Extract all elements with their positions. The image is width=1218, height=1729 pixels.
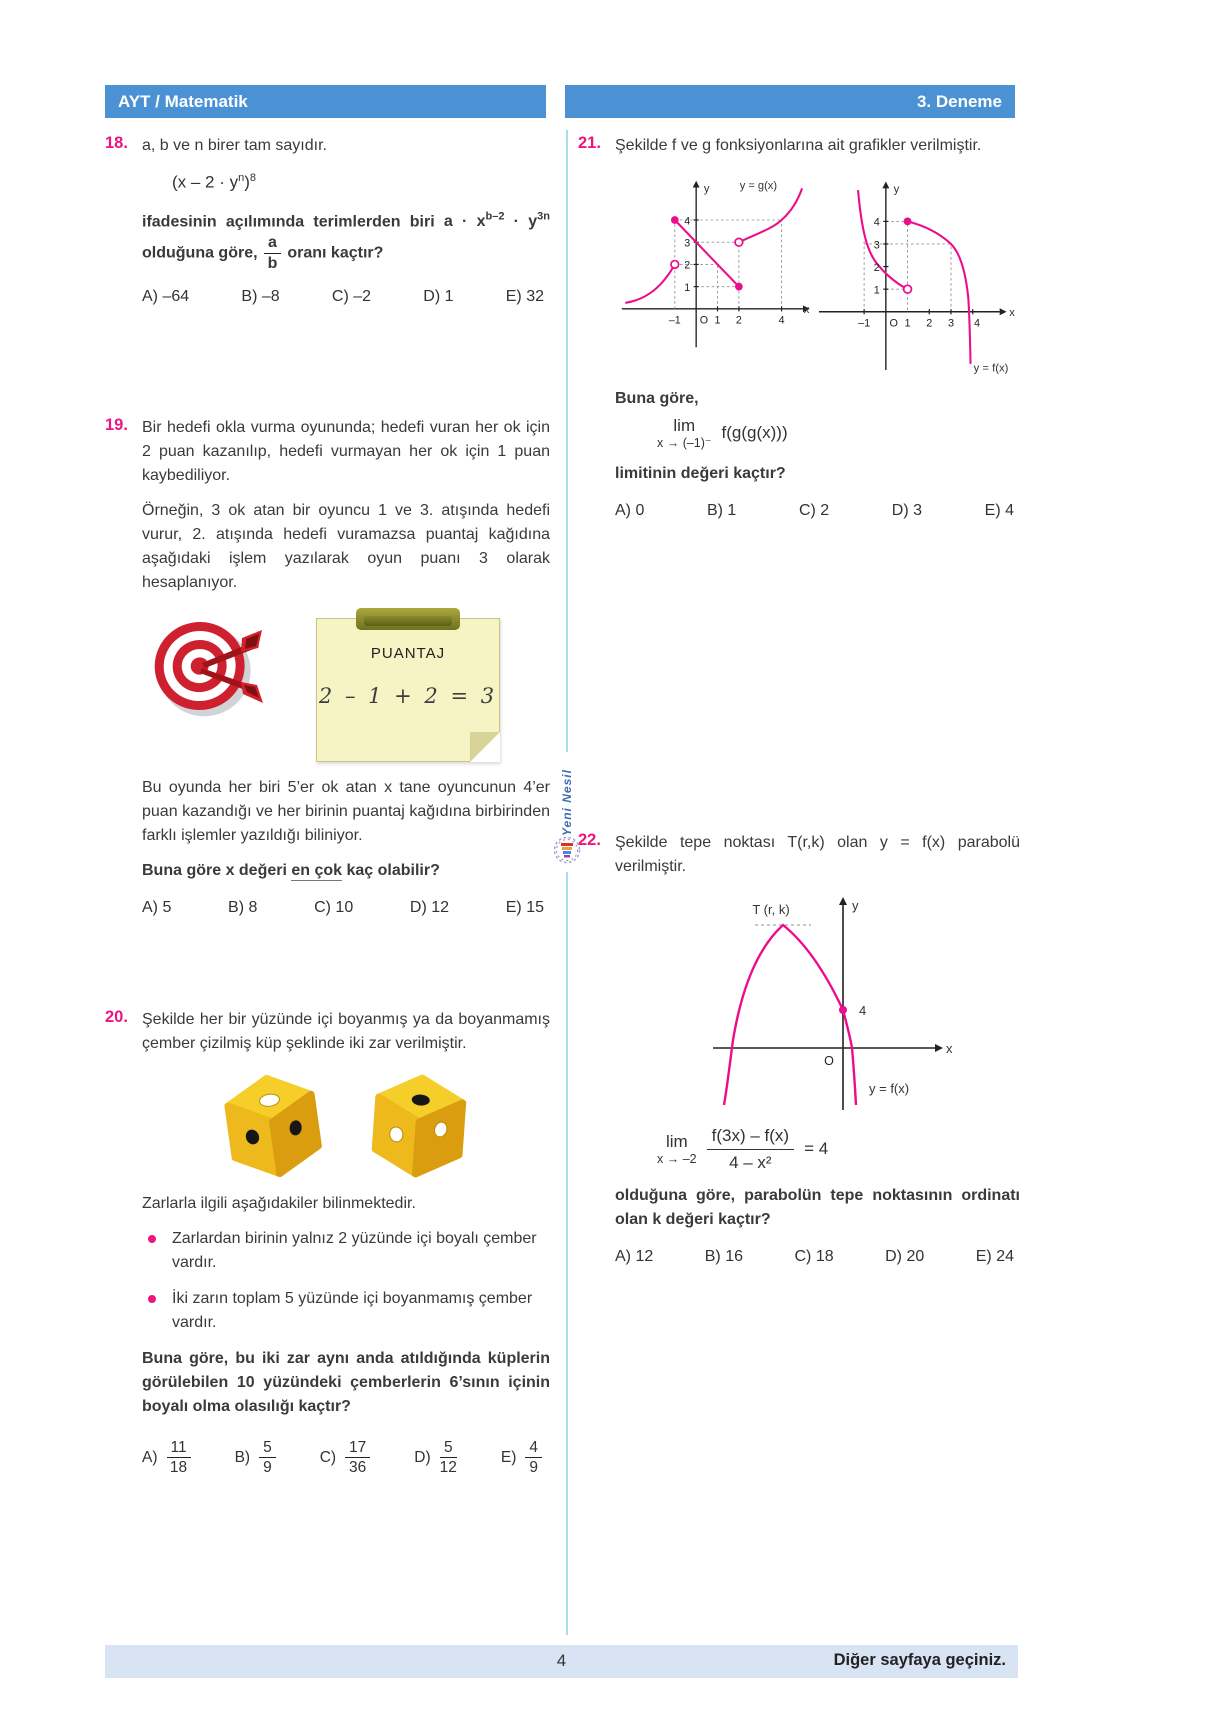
question-20-answers xyxy=(142,1439,550,1476)
x-axis-label: x xyxy=(946,1041,953,1056)
question-21-number: 21. xyxy=(578,134,601,152)
question-20-paragraph-1: Şekilde her bir yüzünde içi boyanmış ya da boyanmamış çember çizilmiş küp şeklinde iki zar verilmiştir. xyxy=(142,1011,550,1052)
y-tick: 3 xyxy=(873,239,880,252)
body-text: oranı kaçtır? xyxy=(282,244,384,262)
answer-option[interactable]: D) 12 xyxy=(409,899,450,916)
x-axis-label: x xyxy=(803,304,810,317)
question-22-question: olduğuna göre, parabolün tepe noktasının ordinatı olan k değeri kaçtır? xyxy=(615,1187,1020,1229)
answer-option[interactable]: E) 24 xyxy=(975,1248,1014,1266)
die-2-image xyxy=(367,1068,471,1182)
question-18 xyxy=(105,134,550,306)
header-right-bar xyxy=(565,85,1015,118)
answer-option[interactable]: A) 12 xyxy=(615,1248,654,1266)
body-text: ifadesinin açılımında terimlerden biri xyxy=(142,212,444,230)
y-tick: 4 xyxy=(684,215,691,228)
formula-exponent: 8 xyxy=(249,172,257,184)
header-left-bar xyxy=(105,85,546,118)
x-tick: 1 xyxy=(904,317,911,330)
fraction-numerator: f(3x) – f(x) xyxy=(707,1126,794,1150)
question-19-paragraph-3: Bu oyunda her biri 5’er ok atan x tane oyuncunun 4’er puan kazandığı ve her birinin puantaj kağıdına birbirinden farklı işlemler yazıldığı biliniyor. xyxy=(142,779,550,844)
question-20-bullet-list xyxy=(142,1227,550,1335)
answer-option[interactable]: E) 15 xyxy=(505,899,544,916)
fraction-denominator: 36 xyxy=(349,1459,367,1477)
answer-option[interactable]: E) 32 xyxy=(505,288,544,306)
question-19-figure xyxy=(142,606,550,762)
fraction-denominator: 9 xyxy=(263,1459,272,1477)
answer-option[interactable] xyxy=(235,1439,278,1476)
answer-option[interactable]: D) 3 xyxy=(891,501,923,519)
bullet-text: İki zarın toplam 5 yüzünde içi boyanmamış çember vardır. xyxy=(172,1290,533,1331)
notepad-equation: 2 – 1 + 2 = 3 xyxy=(318,684,498,708)
body-text: olduğuna göre, xyxy=(142,244,262,262)
y-tick: 1 xyxy=(873,284,880,297)
x-tick: 1 xyxy=(714,314,721,327)
x-tick: 2 xyxy=(735,314,742,327)
answer-option[interactable]: B) –8 xyxy=(241,288,280,306)
question-18-formula xyxy=(142,172,550,193)
answer-option[interactable]: A) –64 xyxy=(142,288,190,306)
formula-part: (x – 2 · y xyxy=(172,172,239,192)
notepad-page-curl xyxy=(470,732,500,762)
origin-label: O xyxy=(824,1054,834,1068)
term-part: a · x xyxy=(443,212,486,230)
question-21-mid: Buna göre, xyxy=(615,390,699,407)
question-21-answers xyxy=(615,502,1020,520)
fraction-numerator: 5 xyxy=(259,1439,276,1458)
fraction-denominator: b xyxy=(267,254,278,272)
answer-option[interactable] xyxy=(142,1439,193,1476)
answer-option[interactable]: C) 10 xyxy=(314,899,354,916)
curve-label-f: y = f(x) xyxy=(973,362,1008,375)
answer-option[interactable]: C) 18 xyxy=(794,1248,834,1266)
answer-letter: B) xyxy=(234,1448,251,1466)
y-tick: 3 xyxy=(684,237,691,250)
limit-expression: f(g(g(x))) xyxy=(721,423,788,443)
question-19-answers xyxy=(142,899,550,917)
question-19-paragraph-2: Örneğin, 3 ok atan bir oyuncu 1 ve 3. atışında hedefi vurur, 2. atışında hedefi vuramazsa puantaj kağıdına aşağıdaki işlem yazılarak oyun puanı 3 olarak hesaplanıyor. xyxy=(142,502,550,591)
answer-letter: C) xyxy=(319,1448,337,1466)
limit-word: lim xyxy=(673,416,696,435)
question-21-question: limitinin değeri kaçtır? xyxy=(615,464,786,482)
header-exam-title: 3. Deneme xyxy=(916,91,1002,111)
question-21-limit xyxy=(615,417,1020,450)
notepad-clip xyxy=(356,608,460,630)
limit-fraction xyxy=(707,1126,794,1172)
fraction-numerator: 4 xyxy=(525,1439,542,1458)
curve-label-f: y = f(x) xyxy=(869,1081,910,1096)
term-math xyxy=(443,210,550,230)
fraction-numerator: 17 xyxy=(345,1439,370,1458)
bullet-dot-icon xyxy=(148,1235,156,1243)
bullet-text: Zarlardan birinin yalnız 2 yüzünde içi boyalı çember vardır. xyxy=(172,1230,537,1271)
a-over-b-fraction xyxy=(264,234,281,272)
y-intercept-label: 4 xyxy=(859,1003,867,1018)
limit-notation xyxy=(657,417,712,450)
fraction-numerator: 11 xyxy=(167,1439,191,1458)
x-tick: –1 xyxy=(668,314,681,327)
answer-option[interactable]: D) 1 xyxy=(423,288,454,306)
y-axis-label: y xyxy=(893,183,899,196)
x-tick: 3 xyxy=(947,317,954,330)
fraction-denominator: 12 xyxy=(439,1459,457,1477)
question-22-answers xyxy=(615,1248,1020,1266)
curve-label-g: y = g(x) xyxy=(739,180,778,193)
x-tick: 4 xyxy=(778,314,785,327)
y-tick: 2 xyxy=(873,261,880,274)
answer-option[interactable]: C) –2 xyxy=(331,288,372,306)
answer-option[interactable]: A) 5 xyxy=(142,899,172,916)
question-22-intro: Şekilde tepe noktası T(r,k) olan y = f(x) parabolü verilmiştir. xyxy=(615,834,1020,875)
question-18-body xyxy=(142,209,550,273)
answer-option[interactable] xyxy=(501,1439,544,1476)
question-20-figure xyxy=(142,1068,550,1182)
bullet-dot-icon xyxy=(148,1295,156,1303)
question-text: Buna göre x değeri xyxy=(142,862,292,879)
y-tick: 2 xyxy=(684,259,691,272)
origin-label: O xyxy=(888,317,898,330)
equals-value: = 4 xyxy=(804,1139,829,1159)
answer-option[interactable] xyxy=(320,1439,373,1476)
question-19-paragraph-1: Bir hedefi okla vurma oyununda; hedefi vuran her ok için 2 puan kazanılıp, hedefi vurmayan her ok için 1 puan kaybediliyor. xyxy=(142,419,550,484)
question-19-question xyxy=(142,859,550,883)
question-text: kaç olabilir? xyxy=(342,862,440,879)
score-notepad xyxy=(316,618,500,762)
question-19 xyxy=(105,416,550,917)
limit-subscript: x → –2 xyxy=(657,1151,697,1166)
fraction-denominator: 18 xyxy=(169,1459,188,1477)
fraction-numerator: a xyxy=(264,234,281,254)
bullet-item xyxy=(142,1287,550,1335)
bullet-item xyxy=(142,1227,550,1275)
answer-option[interactable]: B) 8 xyxy=(228,899,258,916)
y-axis-label: y xyxy=(852,898,859,913)
question-20-question: Buna göre, bu iki zar aynı anda atıldığında küplerin görülebilen 10 yüzündeki çemberlerin 6’sının içinin boyalı olma olasılığı kaçtır? xyxy=(142,1350,550,1415)
x-tick: 2 xyxy=(925,317,932,330)
limit-notation xyxy=(657,1133,697,1166)
term-exponent: b–2 xyxy=(485,210,505,223)
answer-letter: D) xyxy=(414,1448,431,1466)
header-subject-title: AYT / Matematik xyxy=(118,91,248,111)
answer-option[interactable]: A) 0 xyxy=(615,501,645,519)
question-18-answers xyxy=(142,288,550,306)
footer-bar xyxy=(105,1645,1018,1678)
y-tick: 1 xyxy=(684,281,691,294)
term-exponent: 3n xyxy=(537,210,550,223)
underlined-text: en çok xyxy=(291,862,343,879)
answer-option[interactable] xyxy=(414,1439,459,1476)
answer-option[interactable]: B) 16 xyxy=(704,1248,743,1266)
graph-f xyxy=(812,169,1021,385)
vertex-label: T (r, k) xyxy=(752,902,790,917)
question-22-number: 22. xyxy=(578,831,601,849)
column-divider xyxy=(566,130,568,1635)
question-18-intro: a, b ve n birer tam sayıdır. xyxy=(142,137,327,154)
question-18-number: 18. xyxy=(105,134,128,152)
question-20-paragraph-2: Zarlarla ilgili aşağıdakiler bilinmektedir. xyxy=(142,1195,416,1212)
answer-option[interactable]: B) 1 xyxy=(706,501,737,519)
y-axis-label: y xyxy=(703,182,710,195)
answer-option[interactable]: E) 4 xyxy=(984,501,1014,519)
limit-word: lim xyxy=(665,1131,688,1151)
fraction-numerator: 5 xyxy=(440,1439,457,1458)
question-22-limit xyxy=(615,1126,1020,1172)
question-21-graphs xyxy=(615,169,1020,385)
footer-note: Diğer sayfaya geçiniz. xyxy=(833,1651,1006,1669)
formula-exponent: n xyxy=(238,172,245,184)
publisher-logo-icon xyxy=(553,836,581,864)
formula-part: ) xyxy=(244,172,250,192)
question-19-number: 19. xyxy=(105,416,128,434)
graph-parabola xyxy=(673,890,963,1120)
page-number: 4 xyxy=(556,1651,567,1670)
question-21-intro: Şekilde f ve g fonksiyonlarına ait grafikler verilmiştir. xyxy=(615,137,982,154)
origin-label: O xyxy=(699,314,709,327)
fraction-denominator: 4 – x² xyxy=(729,1152,772,1172)
answer-letter: A) xyxy=(142,1448,158,1466)
y-tick: 4 xyxy=(873,216,880,229)
question-20 xyxy=(105,1008,550,1476)
term-part: · y xyxy=(504,212,538,230)
x-axis-label: x xyxy=(1008,307,1015,320)
question-22 xyxy=(578,831,1020,1266)
answer-letter: E) xyxy=(500,1448,517,1466)
question-21 xyxy=(578,134,1020,520)
limit-subscript: x → (–1)⁻ xyxy=(657,436,712,450)
x-tick: –1 xyxy=(857,317,870,330)
graph-g xyxy=(615,169,812,359)
fraction-denominator: 9 xyxy=(529,1459,538,1477)
publisher-name-vertical: Yeni Nesil xyxy=(560,769,574,836)
answer-option[interactable]: D) 20 xyxy=(885,1248,925,1266)
question-20-number: 20. xyxy=(105,1008,128,1026)
answer-option[interactable]: C) 2 xyxy=(798,501,830,519)
die-1-image xyxy=(221,1068,325,1182)
x-tick: 4 xyxy=(973,317,980,330)
target-darts-image xyxy=(142,606,264,732)
notepad-title: PUANTAJ xyxy=(370,645,446,662)
